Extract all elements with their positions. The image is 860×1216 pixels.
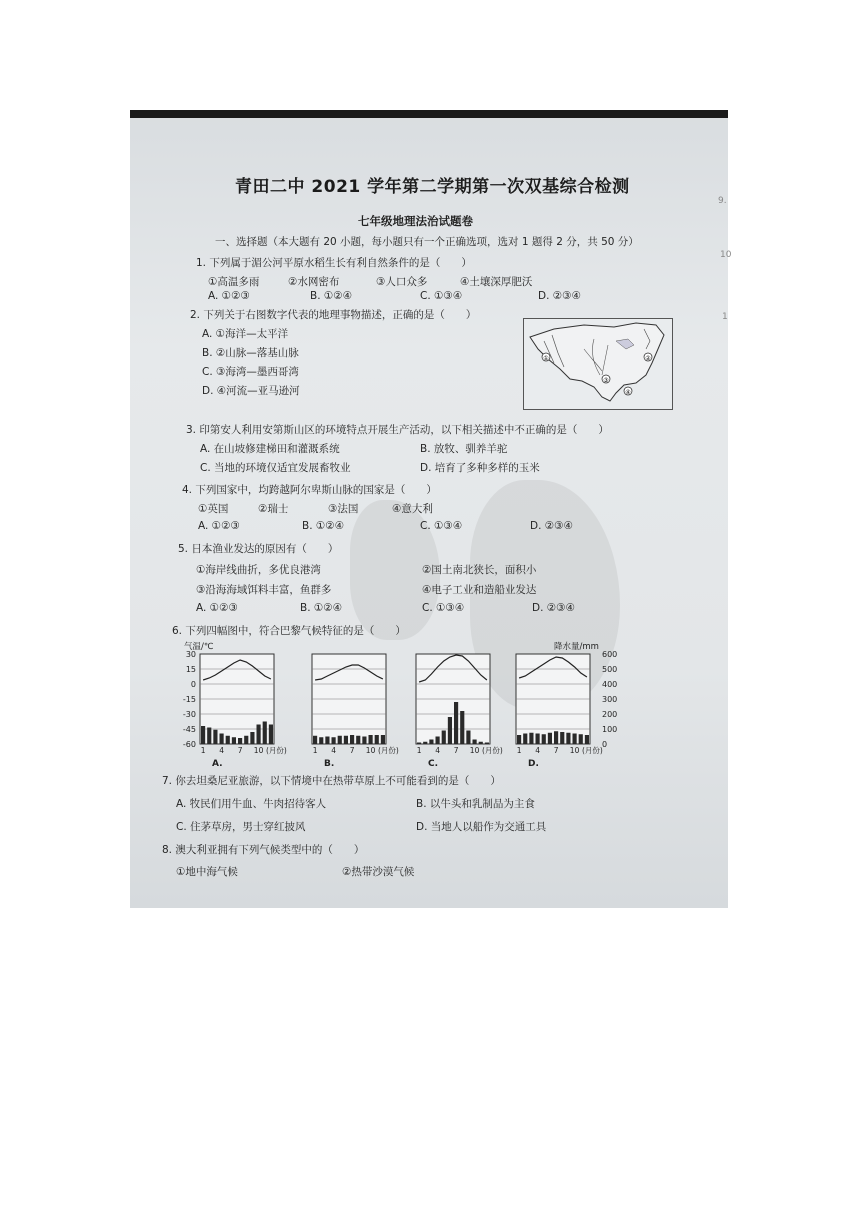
q4-item-2: ②瑞士 <box>258 503 289 515</box>
map-label-1: ① <box>543 355 549 362</box>
margin-mark-2: 10 <box>720 250 732 260</box>
question-2-stem: 2. 下列关于右图数字代表的地理事物描述，正确的是（ ） <box>190 309 477 321</box>
precip-bar <box>207 728 211 745</box>
precip-bar <box>362 737 366 745</box>
panel-label: A. <box>212 759 223 769</box>
precip-bar <box>585 735 589 744</box>
question-7-stem: 7. 你去坦桑尼亚旅游，以下情境中在热带草原上不可能看到的是（ ） <box>162 775 501 787</box>
question-1-stem: 1. 下列属于湄公河平原水稻生长有利自然条件的是（ ） <box>196 257 472 269</box>
page-title: 青田二中 2021 学年第二学期第一次双基综合检测 <box>235 177 630 197</box>
precip-tick-label: 600 <box>602 650 618 659</box>
q5-item-3: ③沿海海域饵料丰富，鱼群多 <box>196 584 332 596</box>
north-america-map <box>523 318 673 410</box>
month-tick-label: 4 <box>219 746 224 755</box>
precip-bar <box>485 743 489 745</box>
precip-bar <box>566 733 570 744</box>
month-unit-label: (月份) <box>378 746 399 755</box>
month-tick-label: 1 <box>416 746 422 755</box>
precip-bar <box>201 726 205 744</box>
precip-bar <box>548 733 552 744</box>
map-label-4: ④ <box>625 389 631 396</box>
precip-bar <box>250 732 254 744</box>
q7-option-b: B. 以牛头和乳制品为主食 <box>416 798 535 810</box>
precip-bar <box>332 737 336 744</box>
q1-item-2: ②水网密布 <box>288 276 340 288</box>
q4-option-b: B. ①②④ <box>302 520 345 532</box>
q4-item-4: ④意大利 <box>392 503 433 515</box>
climate-panel <box>516 654 603 769</box>
q7-option-c: C. 住茅草房，男士穿红披风 <box>176 821 306 833</box>
month-tick-label: 10 <box>469 746 480 755</box>
q2-option-c: C. ③海湾—墨西哥湾 <box>202 366 299 378</box>
q2-option-a: A. ①海洋—太平洋 <box>202 328 289 340</box>
precip-bar <box>429 740 433 745</box>
month-tick-label: 7 <box>453 746 459 755</box>
exam-photo <box>130 110 728 908</box>
q5-item-2: ②国土南北狭长，面积小 <box>422 564 537 576</box>
precip-tick-label: 200 <box>602 710 618 719</box>
precip-bar <box>436 737 440 745</box>
month-tick-label: 1 <box>312 746 318 755</box>
map-label-2: ② <box>645 355 651 362</box>
precip-tick-label: 100 <box>602 725 618 734</box>
q5-option-c: C. ①③④ <box>422 602 465 614</box>
precip-bar <box>454 702 458 744</box>
precip-bar <box>460 711 464 744</box>
precip-bar <box>554 731 558 744</box>
panel-label: B. <box>324 759 335 769</box>
q8-item-2: ②热带沙漠气候 <box>342 866 415 878</box>
q1-item-4: ④土壤深厚肥沃 <box>460 276 533 288</box>
precip-bar <box>573 734 577 745</box>
climate-charts <box>170 640 630 770</box>
precip-bar <box>319 737 323 744</box>
precip-bar <box>313 736 317 744</box>
precip-bar <box>523 734 527 745</box>
north-america-map-drawing <box>524 319 672 409</box>
month-tick-label: 10 <box>253 746 264 755</box>
question-6-stem: 6. 下列四幅图中，符合巴黎气候特征的是（ ） <box>172 625 406 637</box>
precip-bar <box>542 734 546 744</box>
q3-option-a: A. 在山坡修建梯田和灌溉系统 <box>200 443 340 455</box>
precip-bar <box>423 742 427 744</box>
question-3-stem: 3. 印第安人利用安第斯山区的环境特点开展生产活动，以下相关描述中不正确的是（ ） <box>186 424 609 436</box>
precip-bar <box>375 735 379 744</box>
precip-axis-label: 降水量/mm <box>554 642 599 652</box>
precip-bar <box>417 743 421 745</box>
month-unit-label: (月份) <box>266 746 287 755</box>
precip-bar <box>263 722 267 745</box>
month-tick-label: 10 <box>365 746 376 755</box>
q1-option-b: B. ①②④ <box>310 290 353 302</box>
q5-option-d: D. ②③④ <box>532 602 575 614</box>
question-5-stem: 5. 日本渔业发达的原因有（ ） <box>178 543 339 555</box>
precip-tick-label: 300 <box>602 695 618 704</box>
question-4-stem: 4. 下列国家中，均跨越阿尔卑斯山脉的国家是（ ） <box>182 484 437 496</box>
margin-mark-3: 1 <box>722 312 728 322</box>
month-tick-label: 7 <box>349 746 355 755</box>
month-tick-label: 10 <box>569 746 580 755</box>
precip-bar <box>232 737 236 744</box>
q5-item-1: ①海岸线曲折，多优良港湾 <box>196 564 321 576</box>
temp-tick-label: 0 <box>190 680 196 689</box>
precip-bar <box>220 734 224 745</box>
precip-bar <box>517 735 521 744</box>
precip-bar <box>466 731 470 745</box>
precip-tick-label: 500 <box>602 665 618 674</box>
climate-panel <box>312 654 399 769</box>
precip-bar <box>257 725 261 745</box>
q1-option-c: C. ①③④ <box>420 290 463 302</box>
temp-tick-label: 30 <box>185 650 196 659</box>
q4-item-1: ①英国 <box>198 503 229 515</box>
temp-tick-label: -60 <box>182 740 196 749</box>
month-unit-label: (月份) <box>582 746 603 755</box>
q8-item-1: ①地中海气候 <box>176 866 238 878</box>
precip-bar <box>338 736 342 744</box>
precip-bar <box>479 742 483 744</box>
q3-option-c: C. 当地的环境仅适宜发展畜牧业 <box>200 462 351 474</box>
q1-option-a: A. ①②③ <box>208 290 250 302</box>
month-tick-label: 4 <box>535 746 540 755</box>
q4-option-d: D. ②③④ <box>530 520 573 532</box>
q5-item-4: ④电子工业和造船业发达 <box>422 584 537 596</box>
q3-option-d: D. 培育了多种多样的玉米 <box>420 462 540 474</box>
q4-item-3: ③法国 <box>328 503 359 515</box>
precip-bar <box>560 732 564 744</box>
precip-bar <box>226 736 230 744</box>
precip-tick-label: 400 <box>602 680 618 689</box>
section-heading: 一、选择题（本大题有 20 小题，每小题只有一个正确选项，选对 1 题得 2 分，共 50 分） <box>215 236 639 248</box>
precip-bar <box>369 735 373 744</box>
climate-panel <box>200 654 287 769</box>
month-unit-label: (月份) <box>482 746 503 755</box>
q1-item-1: ①高温多雨 <box>208 276 260 288</box>
precip-bar <box>213 730 217 744</box>
temp-tick-label: -45 <box>182 725 196 734</box>
month-tick-label: 1 <box>516 746 522 755</box>
photo-top-shadow <box>130 110 728 118</box>
q4-option-c: C. ①③④ <box>420 520 463 532</box>
panel-label: C. <box>428 759 439 769</box>
precip-bar <box>344 736 348 744</box>
month-tick-label: 4 <box>331 746 336 755</box>
q2-option-b: B. ②山脉—落基山脉 <box>202 347 299 359</box>
precip-bar <box>350 735 354 744</box>
precip-bar <box>536 734 540 745</box>
q7-option-d: D. 当地人以船作为交通工具 <box>416 821 547 833</box>
q2-option-d: D. ④河流—亚马逊河 <box>202 385 300 397</box>
precip-bar <box>244 736 248 744</box>
temp-tick-label: -15 <box>182 695 196 704</box>
q3-option-b: B. 放牧、驯养羊驼 <box>420 443 508 455</box>
month-tick-label: 4 <box>435 746 440 755</box>
precip-bar <box>381 735 385 744</box>
q1-item-3: ③人口众多 <box>376 276 428 288</box>
panel-label: D. <box>528 759 539 769</box>
precip-bar <box>325 737 329 745</box>
precip-bar <box>579 734 583 744</box>
margin-mark-1: 9. <box>718 196 727 206</box>
question-8-stem: 8. 澳大利亚拥有下列气候类型中的（ ） <box>162 844 365 856</box>
climate-panel <box>416 654 503 769</box>
precip-bar <box>473 740 477 745</box>
precip-bar <box>529 733 533 744</box>
q7-option-a: A. 牧民们用牛血、牛肉招待客人 <box>176 798 327 810</box>
precip-bar <box>356 736 360 744</box>
precip-bar <box>448 717 452 744</box>
precip-bar <box>269 725 273 745</box>
precip-bar <box>442 731 446 745</box>
precip-bar <box>238 738 242 744</box>
q5-option-b: B. ①②④ <box>300 602 343 614</box>
temp-tick-label: 15 <box>185 665 196 674</box>
page-subtitle: 七年级地理法治试题卷 <box>358 214 473 228</box>
precip-tick-label: 0 <box>602 740 608 749</box>
month-tick-label: 1 <box>200 746 206 755</box>
month-tick-label: 7 <box>553 746 559 755</box>
q1-option-d: D. ②③④ <box>538 290 581 302</box>
temp-axis-label: 气温/℃ <box>184 642 214 652</box>
q4-option-a: A. ①②③ <box>198 520 240 532</box>
month-tick-label: 7 <box>237 746 243 755</box>
temp-tick-label: -30 <box>182 710 196 719</box>
q5-option-a: A. ①②③ <box>196 602 238 614</box>
map-label-3: ③ <box>603 377 609 384</box>
